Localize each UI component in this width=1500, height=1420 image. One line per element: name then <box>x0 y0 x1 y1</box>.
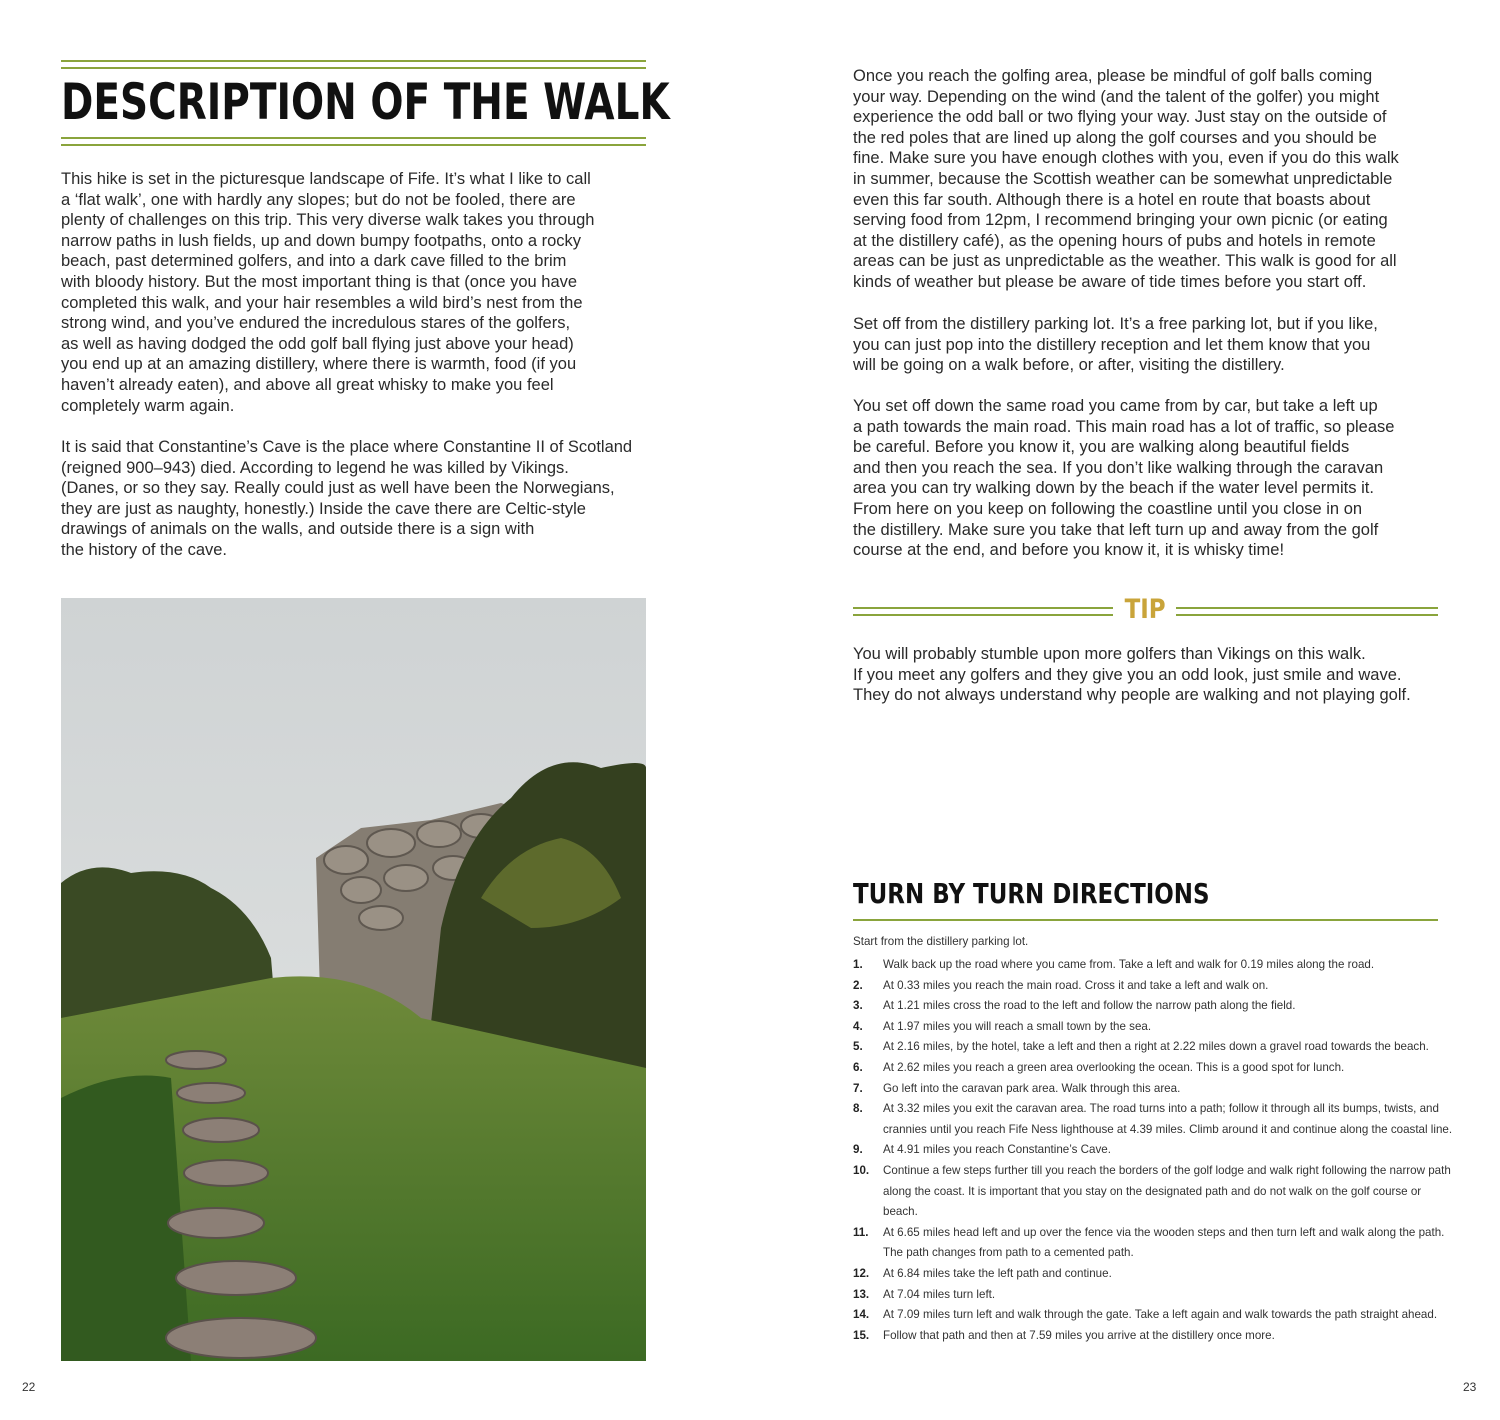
page-number-left: 22 <box>22 1380 36 1394</box>
direction-step-text: At 7.09 miles turn left and walk through the gate. Take a left again and walk towards the path straight ahead. <box>883 1308 1438 1322</box>
directions-title: TURN BY TURN DIRECTIONS <box>853 877 1210 910</box>
directions-intro: Start from the distillery parking lot. <box>853 935 1029 948</box>
direction-step-number: 11. <box>853 1225 869 1239</box>
tip-rule-left <box>853 607 1113 616</box>
direction-step <box>853 1140 1453 1161</box>
direction-step-text: At 6.65 miles head left and up over the fence via the wooden steps and then turn left and walk along the path. The path changes from path to a cemented path. <box>883 1225 1445 1260</box>
direction-step <box>853 976 1453 997</box>
golfing-paragraph: Once you reach the golfing area, please be mindful of golf balls coming your way. Depending on the wind (and the talent of the golfer) you might experience the odd ball or two flying your way. Just stay on the outside of the red poles that are lined up along the golf courses and you should be fine. Make sure you have enough clothes with you, even if you do this walk in summer, because the Scottish weather can be somewhat unpredictable even this far south. Although there is a hotel en route that boasts about serving food from 12pm, I recommend bringing your own picnic (or eating at the distillery café), as the opening hours of pubs and hotels in remote areas can be just as unpredictable as the weather. This walk is good for all kinds of weather but please be aware of tide times before you start off. <box>853 67 1399 291</box>
tip-label: TIP <box>1124 594 1166 625</box>
direction-step-text: Go left into the caravan park area. Walk through this area. <box>883 1081 1181 1095</box>
tip-header <box>853 596 1438 626</box>
coastal-path-photo <box>61 598 646 1361</box>
direction-step <box>853 996 1453 1017</box>
right-page <box>750 0 1500 1420</box>
direction-step-text: At 4.91 miles you reach Constantine’s Cave. <box>883 1143 1111 1157</box>
title-rule-bottom <box>61 137 646 146</box>
direction-step-number: 15. <box>853 1328 870 1342</box>
direction-step-number: 2. <box>853 978 863 992</box>
direction-step-number: 14. <box>853 1308 870 1322</box>
direction-step <box>853 1264 1453 1285</box>
title-rule-top <box>61 60 646 69</box>
tip-rule-right <box>1176 607 1438 616</box>
direction-step-number: 6. <box>853 1060 863 1074</box>
direction-step-number: 13. <box>853 1287 870 1301</box>
direction-step-text: Continue a few steps further till you reach the borders of the golf lodge and walk right following the narrow path along the coast. It is important that you stay on the designated path and do not walk on the golf course or beach. <box>883 1163 1451 1219</box>
direction-step-text: At 2.16 miles, by the hotel, take a left and then a right at 2.22 miles down a gravel road towards the beach. <box>883 1040 1429 1054</box>
direction-step-text: Walk back up the road where you came from. Take a left and walk for 0.19 miles along the road. <box>883 958 1375 971</box>
directions-rule <box>853 919 1438 921</box>
direction-step-number: 7. <box>853 1081 863 1095</box>
direction-step-number: 1. <box>853 958 863 971</box>
direction-step-number: 10. <box>853 1163 870 1177</box>
direction-step-number: 3. <box>853 999 863 1013</box>
direction-step-text: At 2.62 miles you reach a green area overlooking the ocean. This is a good spot for lunch. <box>883 1060 1345 1074</box>
direction-step-text: Follow that path and then at 7.59 miles you arrive at the distillery once more. <box>883 1328 1275 1342</box>
direction-step-number: 9. <box>853 1143 863 1157</box>
direction-step-text: At 0.33 miles you reach the main road. Cross it and take a left and walk on. <box>883 978 1269 992</box>
direction-step-text: At 3.32 miles you exit the caravan area. The road turns into a path; follow it through all its bumps, twists, and crannies until you reach Fife Ness lighthouse at 4.39 miles. Climb around it and continue along the coastal line. <box>883 1102 1453 1136</box>
direction-step-number: 5. <box>853 1040 863 1054</box>
direction-step <box>853 1017 1453 1038</box>
history-paragraph: It is said that Constantine’s Cave is the place where Constantine II of Scotland (reigned 900–943) died. According to legend he was killed by Vikings. (Danes, or so they say. Really could just as well have been the Norwegians, they are just as naughty, honestly.) Inside the cave there are Celtic-style drawings of animals on the walls, and outside there is a sign with the history of the cave. <box>61 438 633 559</box>
direction-step-number: 12. <box>853 1266 870 1280</box>
intro-paragraph: This hike is set in the picturesque landscape of Fife. It’s what I like to call a ‘flat walk’, one with hardly any slopes; but do not be fooled, there are plenty of challenges on this trip. This very diverse walk takes you through narrow paths in lush fields, up and down bumpy footpaths, onto a rocky beach, past determined golfers, and into a dark cave filled to the brim with bloody history. But the most important thing is that (once you have completed this walk, and your hair resembles a wild bird’s nest from the strong wind, and you’ve endured the incredulous stares of the golfers, as well as having dodged the odd golf ball flying just above your head) you end up at an amazing distillery, where there is warmth, food (if you haven’t already eaten), and above all great whisky to make you feel completely warm again. <box>61 170 595 415</box>
direction-step-text: At 6.84 miles take the left path and continue. <box>883 1266 1112 1280</box>
direction-step <box>853 1037 1453 1058</box>
direction-step-number: 4. <box>853 1019 863 1033</box>
direction-step-number: 8. <box>853 1102 863 1116</box>
direction-step <box>853 1079 1453 1100</box>
direction-step <box>853 1285 1453 1306</box>
direction-step <box>853 1326 1453 1347</box>
direction-step-text: At 1.97 miles you will reach a small town by the sea. <box>883 1019 1152 1033</box>
tip-text: You will probably stumble upon more golfers than Vikings on this walk. If you meet any golfers and they give you an odd look, just smile and wave. They do not always understand why people are walking and not playing golf. <box>853 645 1411 705</box>
parking-paragraph: Set off from the distillery parking lot. It’s a free parking lot, but if you like, you can just pop into the distillery reception and let them know that you will be going on a walk before, or after, visiting the distillery. <box>853 315 1378 375</box>
direction-step <box>853 955 1453 976</box>
direction-step <box>853 1058 1453 1079</box>
route-paragraph: You set off down the same road you came from by car, but take a left up a path towards the main road. This main road has a lot of traffic, so please be careful. Before you know it, you are walking along beautiful fields and then you reach the sea. If you don’t like walking through the caravan area you can try walking down by the beach if the water level permits it. From here on you keep on following the coastline until you close in on the distillery. Make sure you take that left turn up and away from the golf course at the end, and before you know it, it is whisky time! <box>853 397 1395 560</box>
directions-list <box>853 955 1453 1346</box>
direction-step <box>853 1099 1453 1140</box>
page-title: DESCRIPTION OF THE WALK <box>61 73 670 131</box>
direction-step-text: At 1.21 miles cross the road to the left and follow the narrow path along the field. <box>883 999 1296 1013</box>
direction-step <box>853 1161 1453 1223</box>
direction-step <box>853 1305 1453 1326</box>
direction-step-text: At 7.04 miles turn left. <box>883 1287 996 1301</box>
direction-step <box>853 1223 1453 1264</box>
page-number-right: 23 <box>1463 1380 1477 1394</box>
